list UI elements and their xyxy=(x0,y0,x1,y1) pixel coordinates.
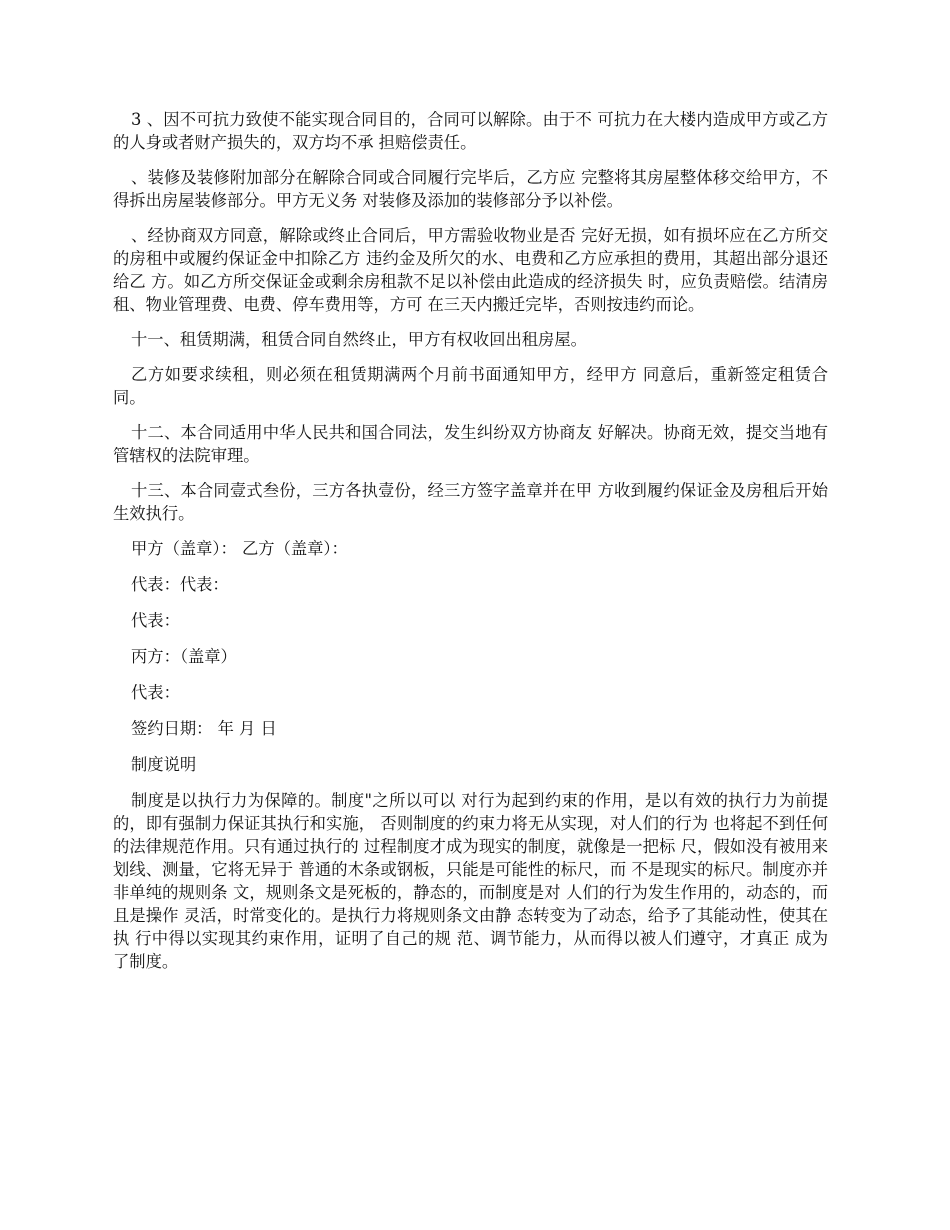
signature-representative-c: 代表： xyxy=(131,683,180,702)
clause-force-majeure: 3 、因不可抗力致使不能实现合同目的，合同可以解除。由于不 可抗力在大楼内造成甲方或乙方的人身或者财产损失的，双方均不承 担赔偿责任。 xyxy=(113,110,828,152)
clause-twelve-governing-law: 十二、本合同适用中华人民共和国合同法，发生纠纷双方协商友 好解决。协商无效，提交当地有管辖权的法院审理。 xyxy=(113,423,828,465)
signature-representatives: 代表：代表： xyxy=(131,575,229,594)
signing-date: 签约日期： 年 月 日 xyxy=(131,719,277,738)
clause-termination-inspection: 、经协商双方同意，解除或终止合同后，甲方需验收物业是否 完好无损，如有损坏应在乙方所交的房租中或履约保证金中扣除乙方 违约金及所欠的水、电费和乙方应承担的费用，其超出部分退还给乙 方。如乙方所交保证金或剩余房租款不足以补偿由此造成的经济损失 时，应负责赔偿。结清房租、物业管理费、电费、停车费用等，方可 在三天内搬迁完毕，否则按违约而论。 xyxy=(113,226,828,314)
section-title-system-description: 制度说明 xyxy=(131,755,197,774)
clause-eleven-expiry: 十一、租赁期满，租赁合同自然终止，甲方有权收回出租房屋。 xyxy=(131,330,587,349)
signature-party-c: 丙方：（盖章） xyxy=(131,647,237,666)
system-description-body: 制度是以执行力为保障的。制度"之所以可以 对行为起到约束的作用，是以有效的执行力为前提的，即有强制力保证其执行和实施， 否则制度的约束力将无从实现，对人们的行为 也将起不到任何的法律规范作用。只有通过执行的 过程制度才成为现实的制度，就像是一把标 尺，假如没有被用来划线、测量，它将无异于 普通的木条或钢板，只能是可能性的标尺，而 不是现实的标尺。制度亦并非单纯的规则条 文，规则条文是死板的，静态的，而制度是对 人们的行为发生作用的，动态的，而且是操作 灵活，时常变化的。是执行力将规则条文由静 态转变为了动态，给予了其能动性，使其在执 行中得以实现其约束作用，证明了自己的规 范、调节能力，从而得以被人们遵守，才真正 成为了制度。 xyxy=(113,791,828,971)
clause-thirteen-copies: 十三、本合同壹式叁份，三方各执壹份，经三方签字盖章并在甲 方收到履约保证金及房租后开始生效执行。 xyxy=(113,481,828,523)
clause-decoration-handover: 、装修及装修附加部分在解除合同或合同履行完毕后，乙方应 完整将其房屋整体移交给甲方，不得拆出房屋装修部分。甲方无义务 对装修及添加的装修部分予以补偿。 xyxy=(113,168,828,210)
signature-representative-line: 代表： xyxy=(131,611,180,630)
signature-party-a-b: 甲方（盖章）： 乙方（盖章）： xyxy=(131,539,348,558)
clause-renewal-notice: 乙方如要求续租，则必须在租赁期满两个月前书面通知甲方，经甲方 同意后，重新签定租赁合同。 xyxy=(113,365,828,407)
document-page xyxy=(113,108,828,985)
